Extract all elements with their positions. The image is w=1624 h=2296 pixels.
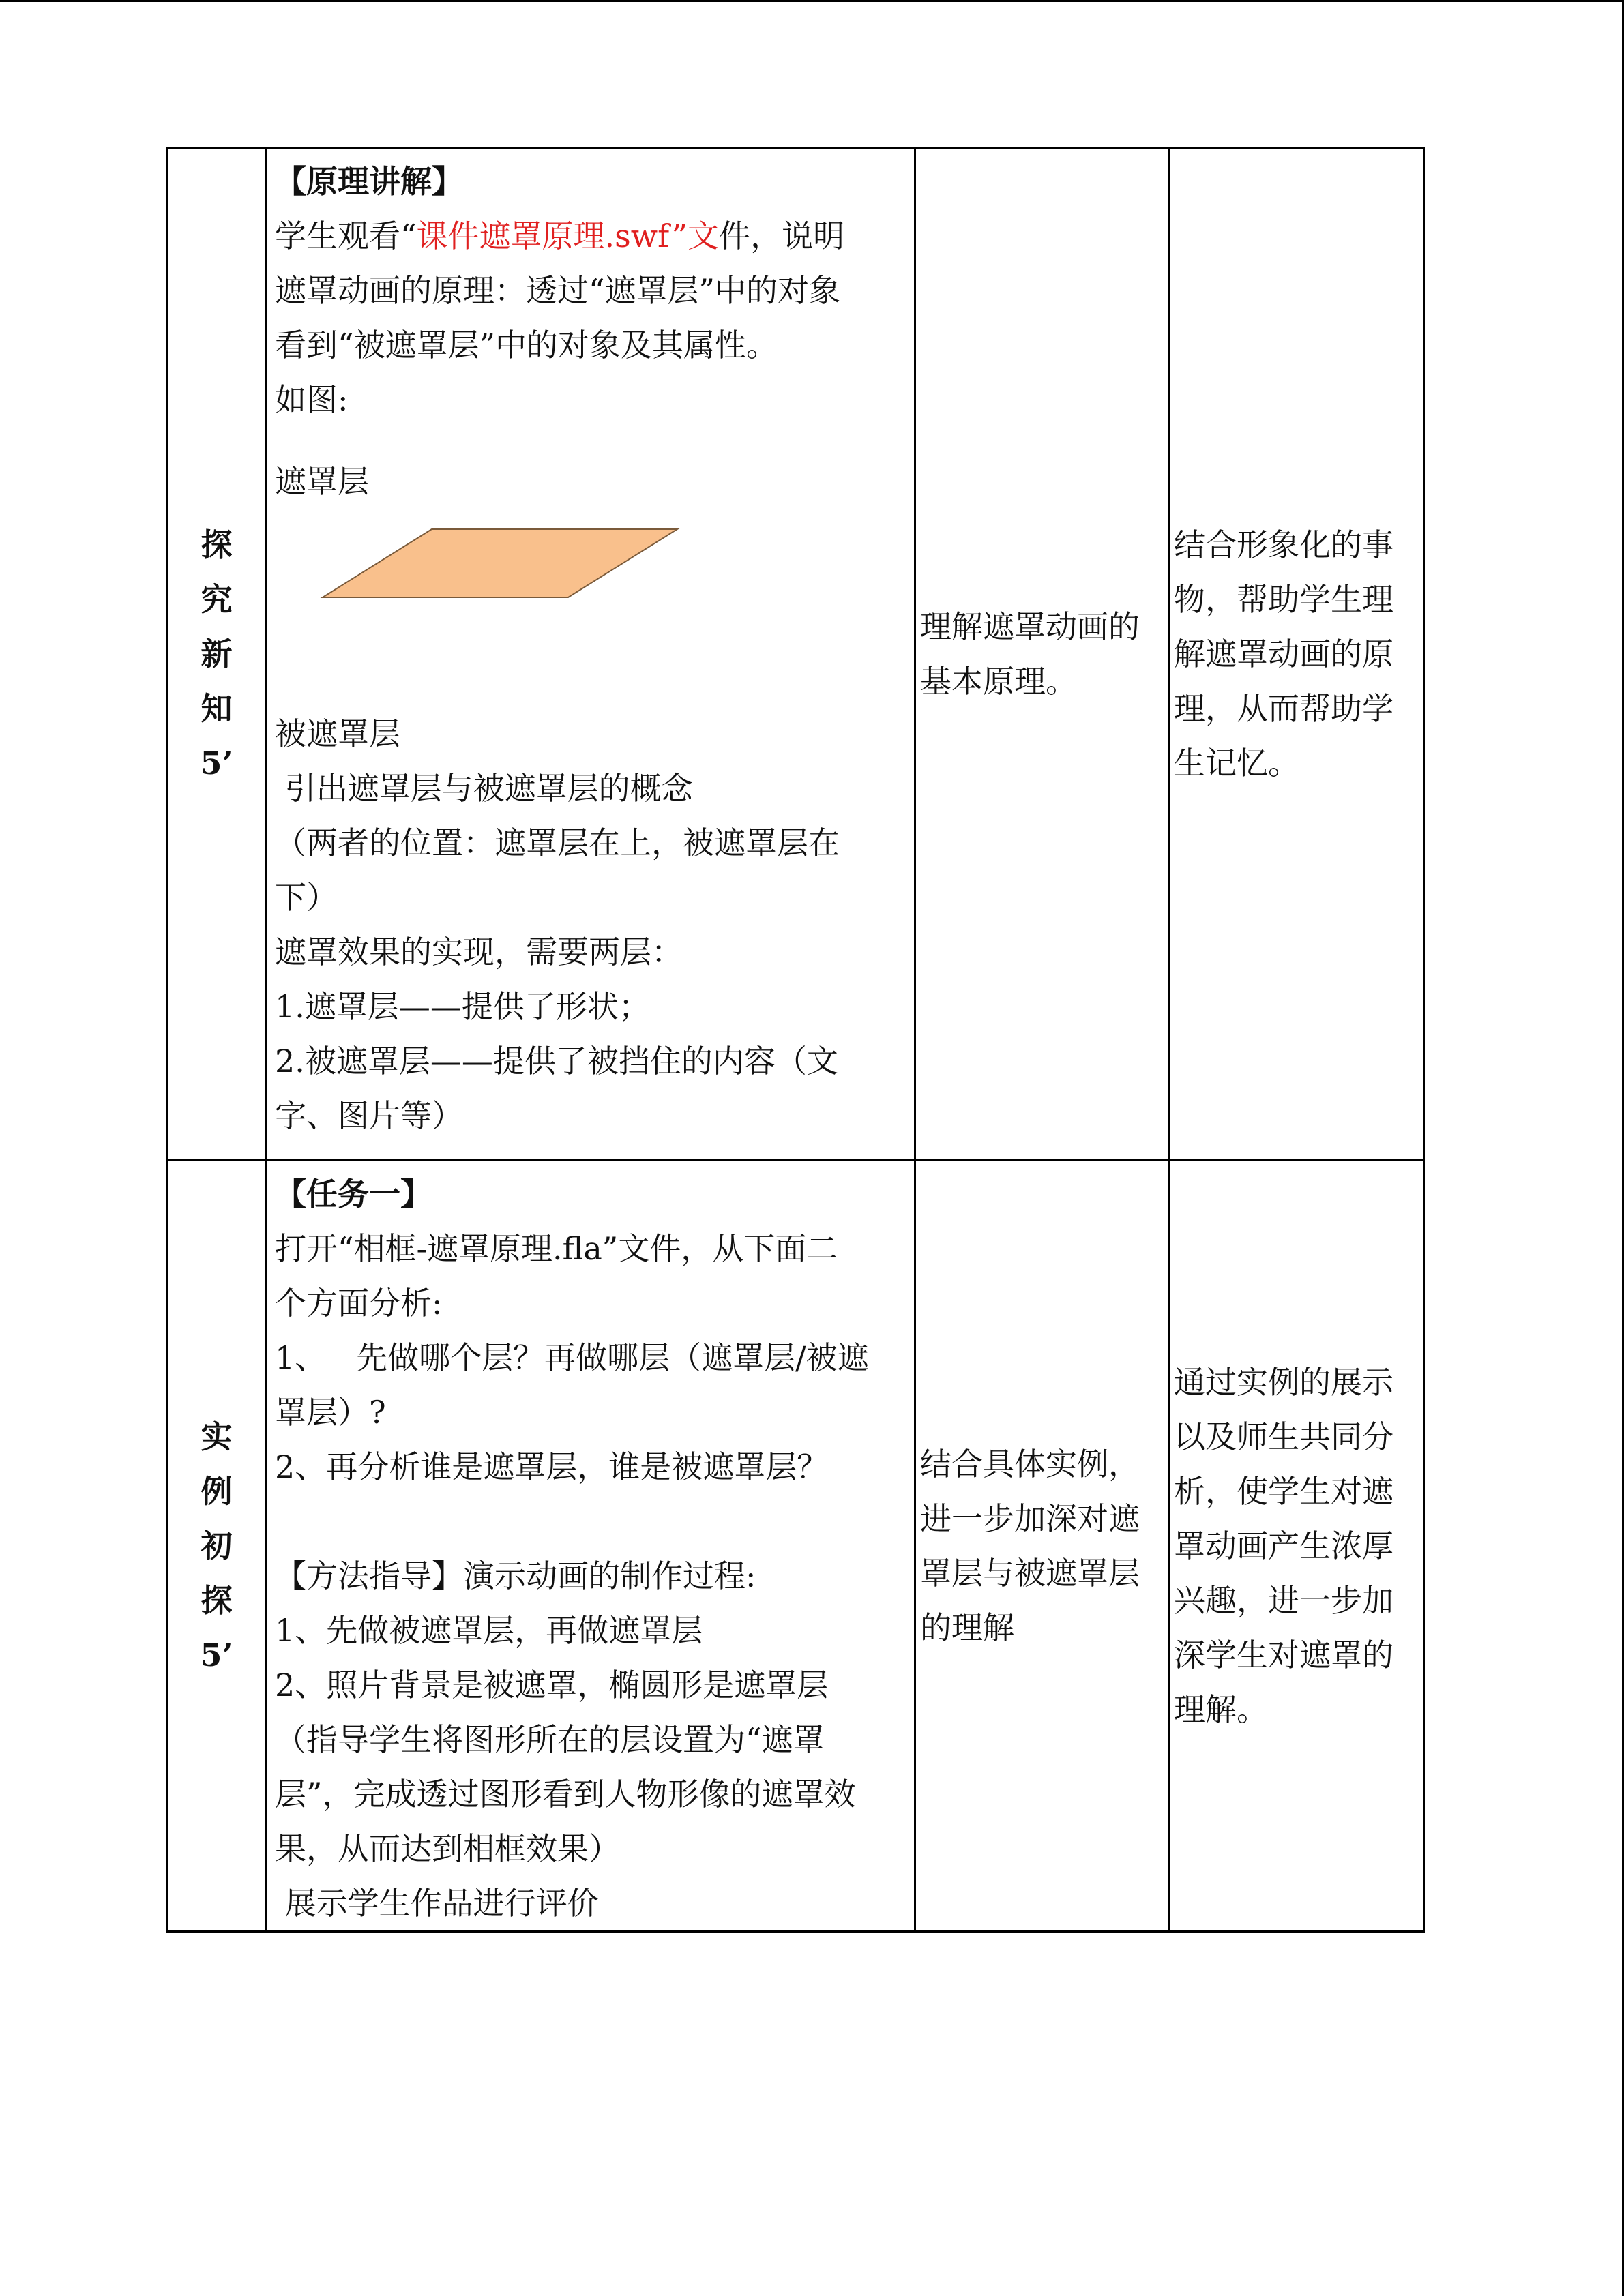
content-cell-explore (266, 148, 915, 1161)
body-line: 层”，完成透过图形看到人物形像的遮罩效 (275, 1776, 856, 1813)
intent-line: 兴趣，进一步加 (1174, 1582, 1393, 1619)
body-line: 遮罩动画的原理：透过“遮罩层”中的对象 (275, 272, 841, 309)
goal-cell-example (915, 1161, 1169, 1932)
mask-layer-label: 遮罩层 (275, 463, 369, 500)
section-heading: 【原理讲解】 (275, 163, 463, 200)
stage-char: 初 (201, 1527, 233, 1564)
file-link-text: 课件遮罩原理.swf”文 (416, 218, 720, 254)
table-row-explore (168, 148, 1424, 1161)
intent-line: 结合形象化的事 (1174, 526, 1393, 563)
stage-cell-example (168, 1161, 266, 1932)
stage-char: 知 (201, 690, 233, 727)
intro-line: 学生观看“课件遮罩原理.swf”文件，说明 (275, 218, 845, 254)
intent-line: 物，帮助学生理 (1174, 581, 1393, 618)
mask-parallelogram-shape (316, 524, 684, 606)
intent-line: 以及师生共同分 (1174, 1418, 1393, 1455)
body-line: 2、再分析谁是遮罩层，谁是被遮罩层？ (275, 1448, 829, 1485)
table-row-example (168, 1161, 1424, 1932)
masked-layer-label: 被遮罩层 (275, 715, 400, 752)
intent-line: 罩动画产生浓厚 (1174, 1527, 1393, 1564)
stage-char: 实 (201, 1418, 233, 1455)
method-line: 【方法指导】演示动画的制作过程: (275, 1557, 756, 1594)
stage-char: 探 (201, 1582, 233, 1619)
body-line: 如图: (275, 381, 349, 418)
body-line: 1.遮罩层——提供了形状； (275, 988, 650, 1025)
body-line: 遮罩效果的实现，需要两层： (275, 934, 683, 970)
intent-line: 理解。 (1174, 1691, 1268, 1728)
stage-char: 探 (201, 526, 233, 563)
goal-cell-explore (915, 148, 1169, 1161)
stage-duration: 5’ (200, 1637, 233, 1673)
body-line: 打开“相框-遮罩原理.fla”文件，从下面二 (275, 1230, 838, 1267)
stage-char: 究 (201, 581, 233, 618)
intent-line: 析，使学生对遮 (1174, 1473, 1393, 1510)
intent-cell-example (1169, 1161, 1424, 1932)
intent-line: 生记忆。 (1174, 745, 1299, 781)
body-line: 果，从而达到相框效果） (275, 1830, 620, 1867)
body-line: 罩层）? (275, 1394, 386, 1431)
stage-cell-explore (168, 148, 266, 1161)
intent-cell-explore (1169, 148, 1424, 1161)
body-line: 看到“被遮罩层”中的对象及其属性。 (275, 327, 778, 363)
intent-line: 解遮罩动画的原 (1174, 636, 1393, 672)
body-line: 1、 先做哪个层？再做哪层（遮罩层/被遮 (275, 1339, 869, 1376)
intent-line: 理，从而帮助学 (1174, 690, 1393, 727)
goal-line: 理解遮罩动画的 (920, 608, 1140, 645)
stage-char: 新 (201, 636, 233, 672)
stage-duration: 5’ (200, 745, 233, 781)
body-line: 展示学生作品进行评价 (275, 1885, 599, 1922)
top-border (0, 0, 1624, 2)
body-line: 2.被遮罩层——提供了被挡住的内容（文 (275, 1043, 838, 1079)
body-line: 字、图片等） (275, 1097, 463, 1134)
section-heading: 【任务一】 (275, 1176, 432, 1212)
content-cell-example (266, 1161, 915, 1932)
body-line: 1、先做被遮罩层，再做遮罩层 (275, 1612, 703, 1649)
intent-line: 深学生对遮罩的 (1174, 1637, 1393, 1673)
lesson-plan-table (166, 147, 1425, 1933)
stage-char: 例 (201, 1473, 233, 1510)
body-line: 下） (275, 879, 338, 916)
body-line: （指导学生将图形所在的层设置为“遮罩 (275, 1721, 825, 1758)
body-line: 个方面分析: (275, 1285, 443, 1322)
goal-line: 结合具体实例， (920, 1446, 1140, 1482)
goal-line: 的理解 (920, 1609, 1014, 1646)
goal-line: 基本原理。 (920, 663, 1077, 700)
body-line: 引出遮罩层与被遮罩层的概念 (275, 770, 693, 807)
goal-line: 罩层与被遮罩层 (920, 1555, 1140, 1592)
method-heading: 【方法指导】 (275, 1557, 463, 1594)
body-line: （两者的位置：遮罩层在上，被遮罩层在 (275, 824, 840, 861)
goal-line: 进一步加深对遮 (920, 1500, 1140, 1537)
intent-line: 通过实例的展示 (1174, 1364, 1393, 1401)
body-line: 2、照片背景是被遮罩，椭圆形是遮罩层 (275, 1667, 829, 1703)
